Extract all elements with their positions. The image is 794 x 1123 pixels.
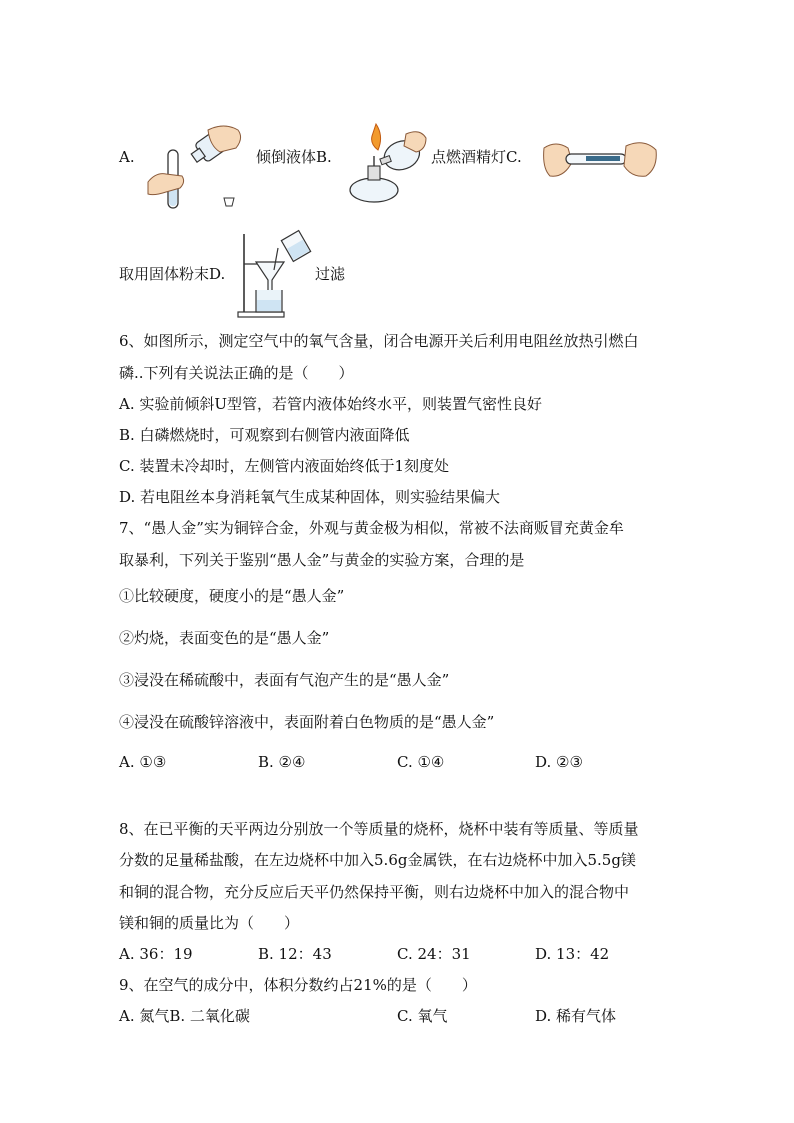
filtration-illustration (234, 228, 314, 320)
q8-stem-line-1: 8、在已平衡的天平两边分别放一个等质量的烧杯，烧杯中装有等质量、等质量 (119, 820, 639, 838)
q7-item-3: ③浸没在稀硫酸中，表面有气泡产生的是“愚人金” (119, 671, 450, 689)
q8-choice-c[interactable]: C. 24：31 (397, 945, 471, 963)
q8-stem-line-2: 分数的足量稀盐酸，在左边烧杯中加入5.6g金属铁，在右边烧杯中加入5.5g镁 (119, 851, 636, 869)
q7-choice-c[interactable]: C. ①④ (397, 753, 445, 771)
q6-option-a[interactable]: A. 实验前倾斜U型管，若管内液体始终水平，则装置气密性良好 (119, 395, 543, 413)
q7-stem-line-2: 取暴利，下列关于鉴别“愚人金”与黄金的实验方案，合理的是 (119, 551, 525, 569)
q6-option-c[interactable]: C. 装置未冷却时，左侧管内液面始终低于1刻度处 (119, 457, 450, 475)
q7-item-2: ②灼烧，表面变色的是“愚人金” (119, 629, 330, 647)
q6-stem-line-1: 6、如图所示，测定空气中的氧气含量，闭合电源开关后利用电阻丝放热引燃白 (119, 332, 639, 350)
q5-option-b-caption: 点燃酒精灯C. (431, 148, 522, 166)
pouring-liquid-illustration (146, 122, 252, 218)
lighting-alcohol-lamp-illustration (344, 116, 428, 206)
q8-stem-line-3: 和铜的混合物，充分反应后天平仍然保持平衡，则右边烧杯中加入的混合物中 (119, 883, 630, 901)
q6-stem-line-2: 磷..下列有关说法正确的是（ ） (119, 364, 354, 382)
q7-stem-line-1: 7、“愚人金”实为铜锌合金，外观与黄金极为相似，常被不法商贩冒充黄金牟 (119, 519, 624, 537)
q9-choice-a-b[interactable]: A. 氮气B. 二氧化碳 (119, 1007, 250, 1025)
q7-item-1: ①比较硬度，硬度小的是“愚人金” (119, 587, 345, 605)
taking-solid-powder-illustration (542, 138, 658, 184)
q9-choice-d[interactable]: D. 稀有气体 (535, 1007, 617, 1025)
q8-choice-b[interactable]: B. 12：43 (258, 945, 332, 963)
q8-choice-d[interactable]: D. 13：42 (535, 945, 610, 963)
q5-option-d-caption: 过滤 (315, 265, 346, 283)
q5-option-c-caption: 取用固体粉末D. (119, 265, 226, 283)
q6-option-d[interactable]: D. 若电阻丝本身消耗氧气生成某种固体，则实验结果偏大 (119, 488, 501, 506)
q9-choice-c[interactable]: C. 氧气 (397, 1007, 448, 1025)
q5-option-a-caption: 倾倒液体B. (256, 148, 332, 166)
q8-choice-a[interactable]: A. 36：19 (119, 945, 193, 963)
q7-choice-a[interactable]: A. ①③ (119, 753, 167, 771)
q7-choice-d[interactable]: D. ②③ (535, 753, 583, 771)
q7-item-4: ④浸没在硫酸锌溶液中，表面附着白色物质的是“愚人金” (119, 713, 495, 731)
q7-choice-b[interactable]: B. ②④ (258, 753, 306, 771)
q6-option-b[interactable]: B. 白磷燃烧时，可观察到右侧管内液面降低 (119, 426, 410, 444)
q9-stem: 9、在空气的成分中，体积分数约占21%的是（ ） (119, 976, 477, 994)
q5-option-a-label: A. (119, 148, 135, 166)
q8-stem-line-4: 镁和铜的质量比为（ ） (119, 914, 300, 932)
